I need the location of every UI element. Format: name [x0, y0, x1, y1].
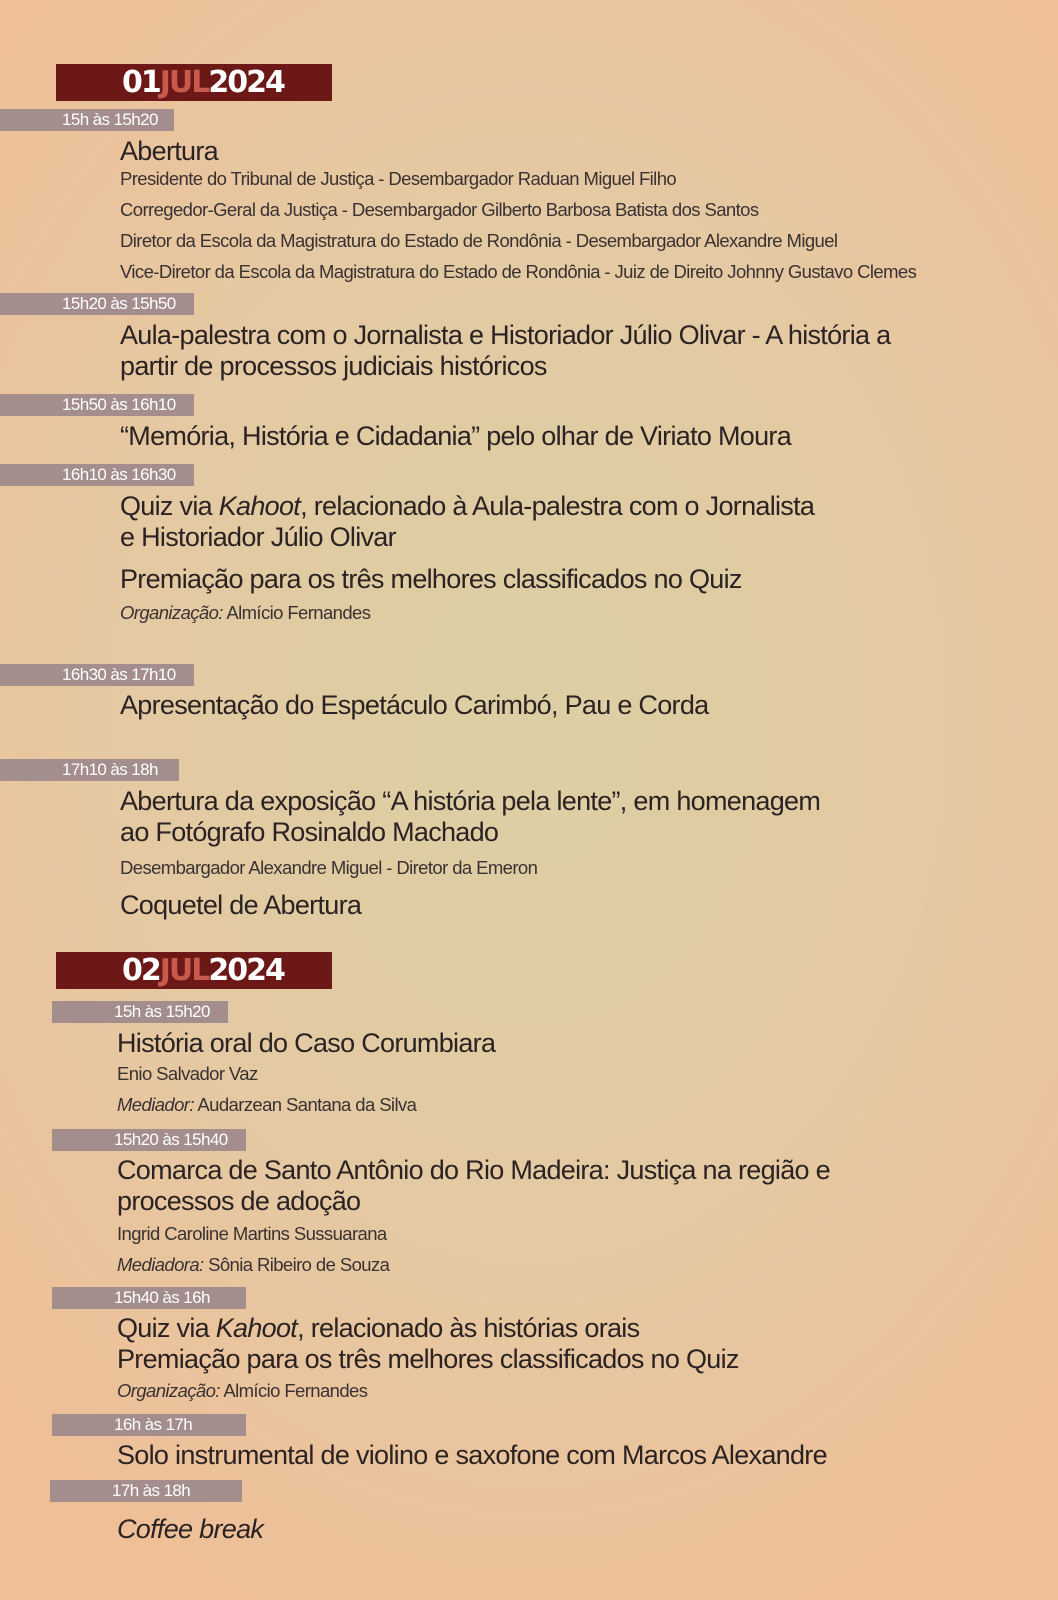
time-tag: 15h20 às 15h50 — [0, 293, 194, 315]
session-title: ao Fotógrafo Rosinaldo Machado — [120, 817, 499, 847]
speaker-line: Desembargador Alexandre Miguel - Diretor da Emeron — [120, 857, 538, 878]
session-title: processos de adoção — [117, 1186, 361, 1216]
time-tag: 15h40 às 16h — [52, 1287, 246, 1309]
session-title: e Historiador Júlio Olivar — [120, 522, 396, 552]
date-month: JUL — [159, 65, 209, 100]
title-platform: Kahoot — [218, 491, 301, 521]
organization-line — [120, 601, 370, 625]
date-banner-day2 — [56, 952, 332, 989]
session-title: Solo instrumental de violino e saxofone com Marcos Alexandre — [117, 1440, 827, 1470]
organization-name: Almício Fernandes — [219, 1380, 368, 1401]
time-tag: 16h10 às 16h30 — [0, 464, 194, 486]
speaker-line: Enio Salvador Vaz — [117, 1063, 258, 1084]
time-tag: 15h50 às 16h10 — [0, 394, 194, 416]
title-text: , relacionado à Aula-palestra com o Jornalista — [300, 491, 815, 521]
session-title: Abertura da exposição “A história pela lente”, em homenagem — [120, 786, 821, 816]
mediator-label: Mediadora: — [117, 1254, 204, 1275]
title-platform: Kahoot — [215, 1313, 298, 1343]
session-title — [120, 491, 814, 522]
title-text: Quiz via — [120, 491, 219, 521]
organization-label: Organização: — [117, 1380, 220, 1401]
time-tag: 17h às 18h — [50, 1480, 242, 1502]
mediator-name: Sônia Ribeiro de Souza — [203, 1254, 390, 1275]
session-title: Comarca de Santo Antônio do Rio Madeira: Justiça na região e — [117, 1155, 830, 1185]
date-day: 02 — [122, 953, 160, 988]
participant-line: Diretor da Escola da Magistratura do Estado de Rondônia - Desembargador Alexandre Miguel — [120, 230, 838, 251]
time-tag: 15h às 15h20 — [0, 109, 174, 131]
session-title: Abertura — [120, 136, 218, 166]
participant-line: Corregedor-Geral da Justiça - Desembargador Gilberto Barbosa Batista dos Santos — [120, 199, 759, 220]
participant-line: Vice-Diretor da Escola da Magistratura do Estado de Rondônia - Juiz de Direito Johnny Gustavo Clemes — [120, 261, 917, 282]
session-award: Premiação para os três melhores classificados no Quiz — [117, 1344, 739, 1374]
time-tag: 17h10 às 18h — [0, 759, 179, 781]
time-tag: 15h às 15h20 — [52, 1001, 228, 1023]
date-month: JUL — [159, 953, 209, 988]
session-title: Coffee break — [117, 1514, 264, 1544]
mediator-line — [117, 1253, 389, 1277]
date-year: 2024 — [208, 953, 284, 988]
participant-line: Presidente do Tribunal de Justiça - Desembargador Raduan Miguel Filho — [120, 168, 677, 189]
session-title: Aula-palestra com o Jornalista e Historiador Júlio Olivar - A história a — [120, 320, 891, 350]
session-award: Premiação para os três melhores classificados no Quiz — [120, 564, 742, 594]
session-title: partir de processos judiciais históricos — [120, 351, 547, 381]
session-title: História oral do Caso Corumbiara — [117, 1028, 496, 1058]
time-tag: 16h às 17h — [52, 1414, 246, 1436]
session-title: Apresentação do Espetáculo Carimbó, Pau e Corda — [120, 690, 709, 720]
organization-line — [117, 1379, 367, 1403]
mediator-label: Mediador: — [117, 1094, 194, 1115]
mediator-line — [117, 1093, 416, 1117]
organization-label: Organização: — [120, 602, 223, 623]
session-title — [117, 1313, 639, 1344]
date-banner-day1 — [56, 64, 332, 101]
session-title: “Memória, História e Cidadania” pelo olhar de Viriato Moura — [120, 421, 792, 451]
time-tag: 15h20 às 15h40 — [52, 1129, 246, 1151]
mediator-name: Audarzean Santana da Silva — [193, 1094, 417, 1115]
title-text: Quiz via — [117, 1313, 216, 1343]
session-title: Coquetel de Abertura — [120, 890, 362, 920]
time-tag: 16h30 às 17h10 — [0, 664, 194, 686]
organization-name: Almício Fernandes — [222, 602, 371, 623]
date-day: 01 — [122, 65, 160, 100]
date-year: 2024 — [208, 65, 284, 100]
speaker-line: Ingrid Caroline Martins Sussuarana — [117, 1223, 387, 1244]
title-text: , relacionado às histórias orais — [297, 1313, 640, 1343]
